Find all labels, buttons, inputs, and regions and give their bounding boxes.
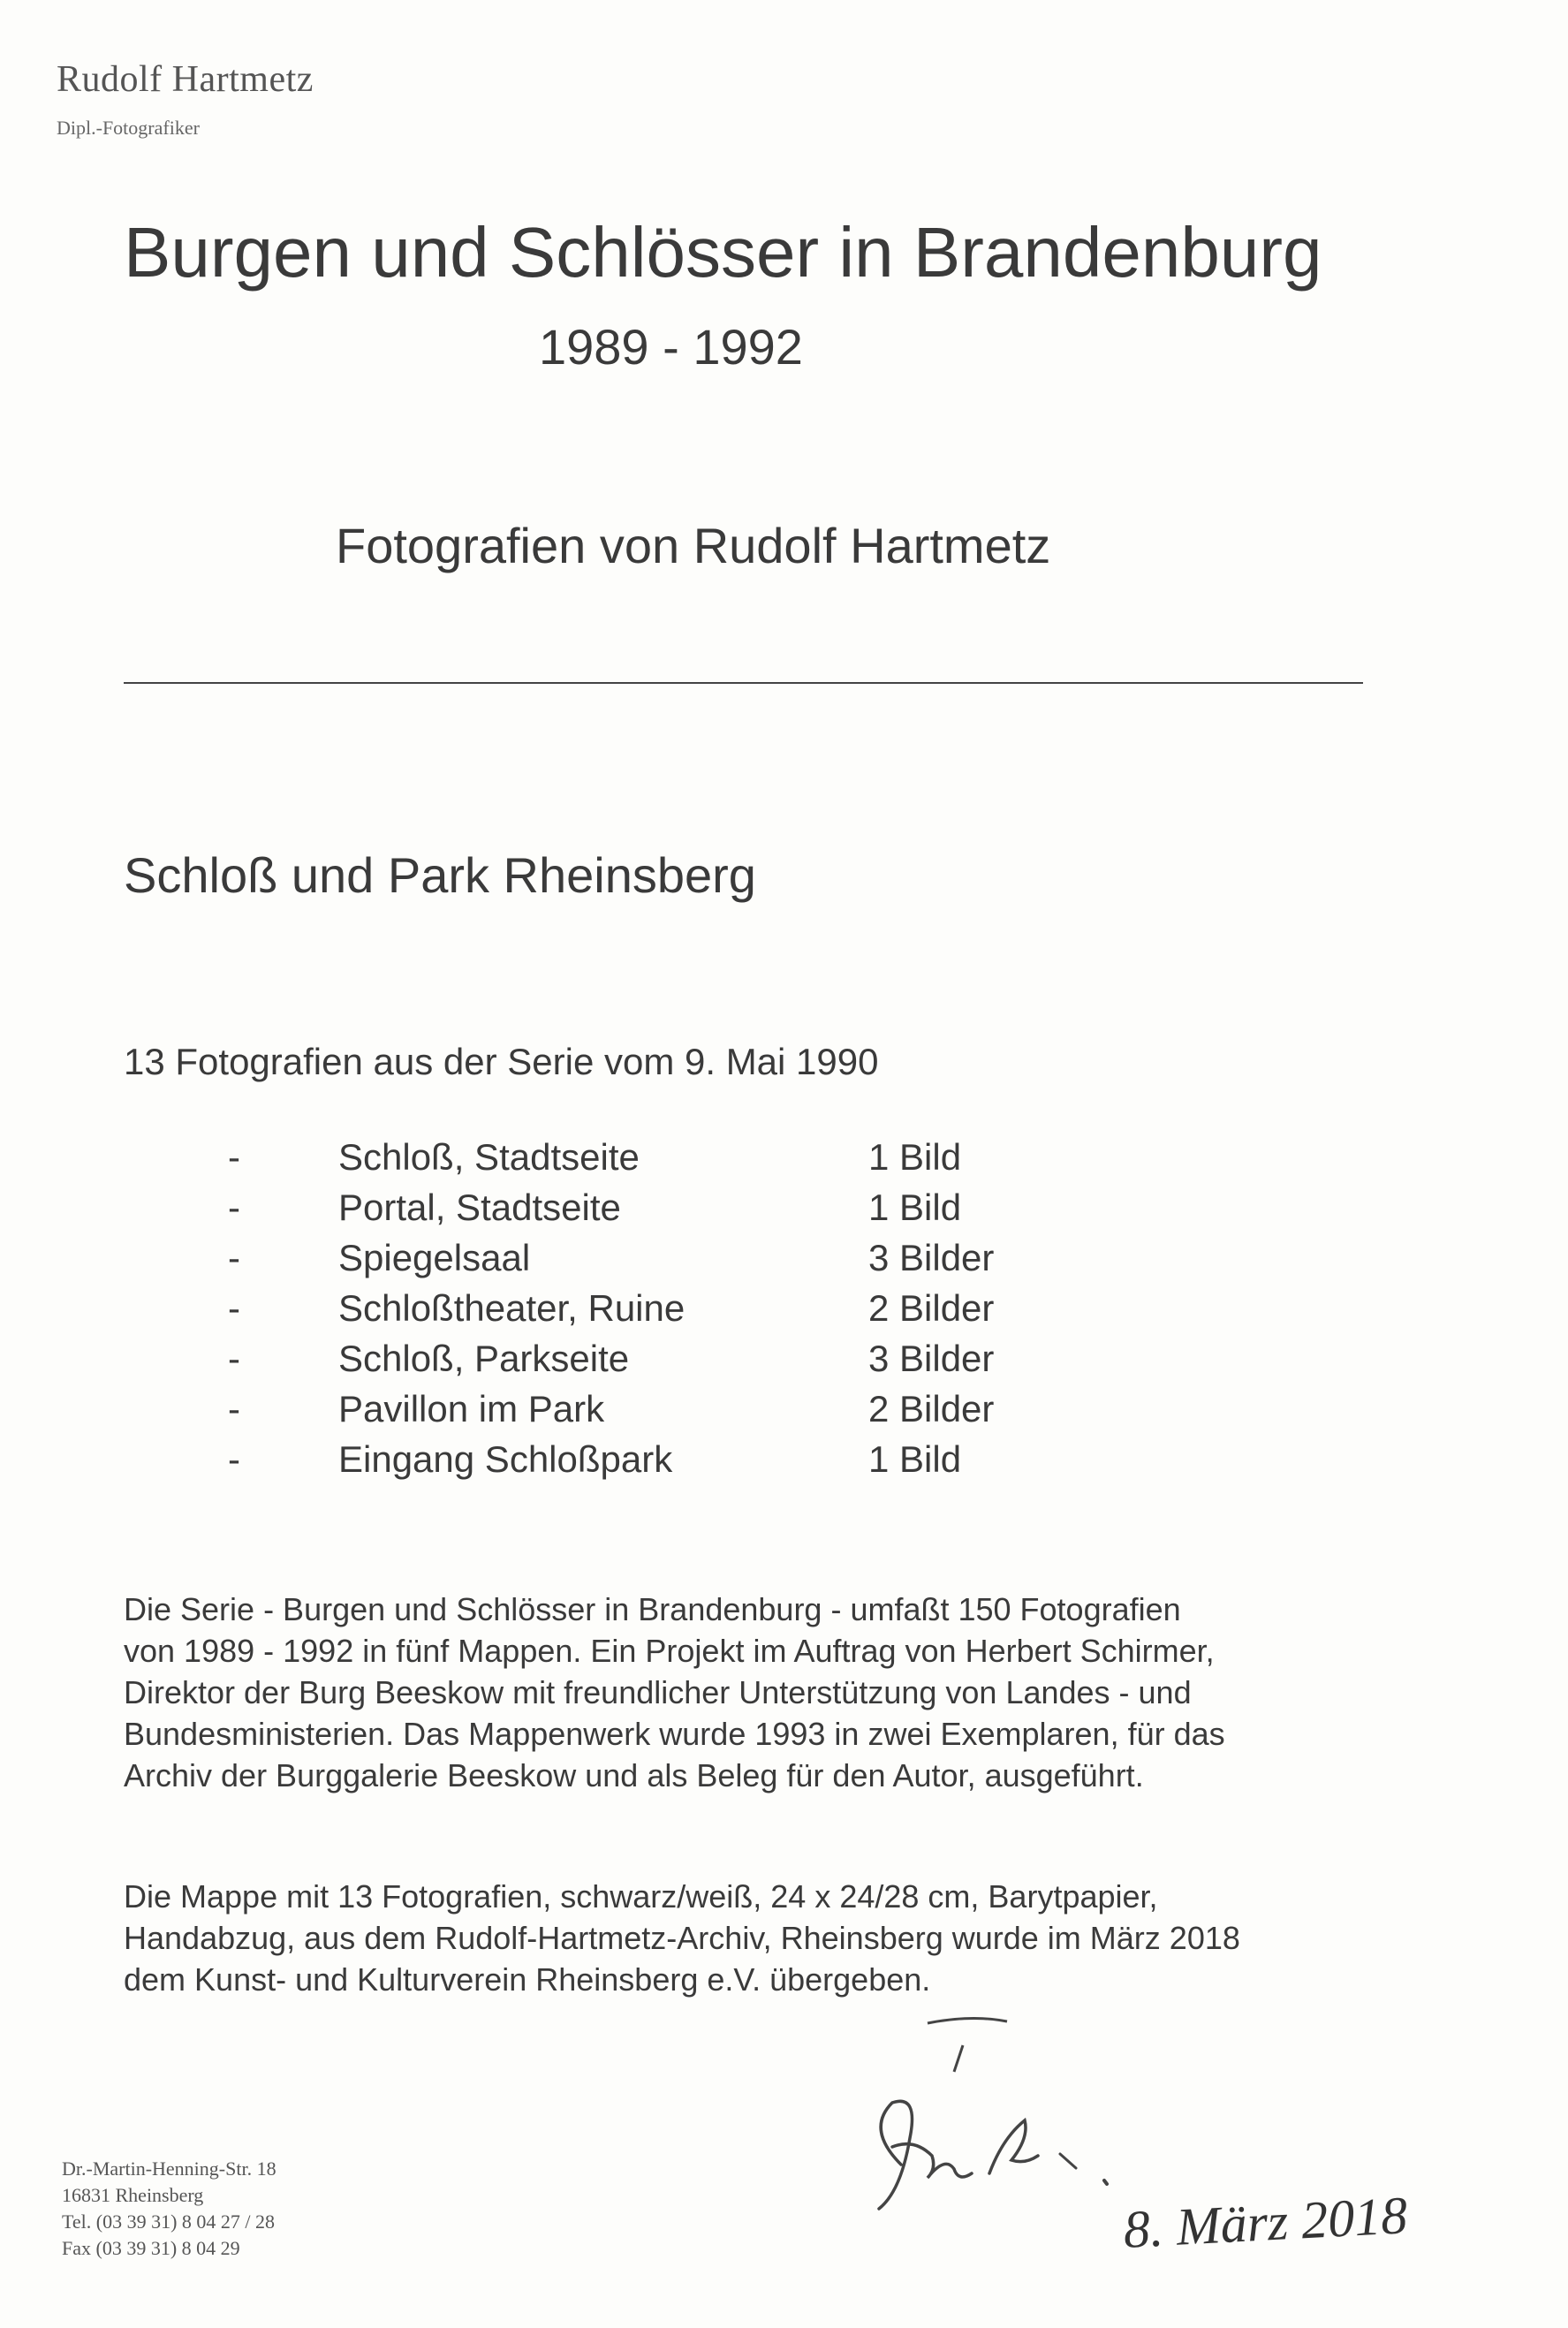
list-item-count: 3 Bilder [868, 1338, 995, 1379]
letterhead-title: Dipl.-Fotografiker [57, 117, 200, 139]
list-item-subject: Spiegelsaal [338, 1237, 531, 1278]
text-line: Handabzug, aus dem Rudolf-Hartmetz-Archiv, Rheinsberg wurde im März 2018 [124, 1920, 1240, 1956]
list-item [228, 1338, 1111, 1388]
list-dash: - [228, 1237, 240, 1278]
handwritten-date: 8. März 2018 [1122, 2186, 1409, 2259]
letterhead-name: Rudolf Hartmetz [57, 59, 314, 100]
list-dash: - [228, 1287, 240, 1329]
list-item-count: 1 Bild [868, 1187, 962, 1228]
list-item [228, 1187, 1111, 1237]
address-fax: Fax (03 39 31) 8 04 29 [62, 2237, 240, 2259]
list-dash: - [228, 1338, 240, 1379]
text-line: Archiv der Burggalerie Beeskow und als Beleg für den Autor, ausgeführt. [124, 1757, 1144, 1793]
address-street: Dr.-Martin-Henning-Str. 18 [62, 2157, 276, 2180]
list-item-subject: Pavillon im Park [338, 1388, 605, 1429]
list-item-count: 2 Bilder [868, 1287, 995, 1329]
list-dash: - [228, 1438, 240, 1480]
text-line: Die Serie - Burgen und Schlösser in Brandenburg - umfaßt 150 Fotografien [124, 1591, 1181, 1627]
photo-list [228, 1136, 1111, 1489]
text-line: von 1989 - 1992 in fünf Mappen. Ein Projekt im Auftrag von Herbert Schirmer, [124, 1633, 1215, 1669]
document-subtitle: Fotografien von Rudolf Hartmetz [336, 518, 1051, 573]
text-line: Die Mappe mit 13 Fotografien, schwarz/weiß, 24 x 24/28 cm, Barytpapier, [124, 1878, 1158, 1915]
portfolio-description [124, 1876, 1396, 2000]
list-item-subject: Eingang Schloßpark [338, 1438, 673, 1480]
list-item-subject: Portal, Stadtseite [338, 1187, 621, 1228]
text-line: Bundesministerien. Das Mappenwerk wurde 1993 in zwei Exemplaren, für das [124, 1716, 1225, 1752]
list-item-subject: Schloß, Stadtseite [338, 1136, 640, 1178]
document-title: Burgen und Schlösser in Brandenburg [124, 213, 1322, 292]
address-block [62, 2156, 276, 2262]
text-line: dem Kunst- und Kulturverein Rheinsberg e.V. übergeben. [124, 1961, 931, 1998]
document-years: 1989 - 1992 [539, 319, 803, 375]
list-item [228, 1388, 1111, 1438]
list-item [228, 1237, 1111, 1287]
address-city: 16831 Rheinsberg [62, 2184, 204, 2206]
address-tel: Tel. (03 39 31) 8 04 27 / 28 [62, 2210, 276, 2233]
series-description [124, 1589, 1396, 1796]
horizontal-divider [124, 682, 1363, 684]
series-intro: 13 Fotografien aus der Serie vom 9. Mai 1990 [124, 1041, 879, 1082]
list-dash: - [228, 1136, 240, 1178]
text-line: Direktor der Burg Beeskow mit freundlicher Unterstützung von Landes - und [124, 1674, 1192, 1710]
list-item-subject: Schloß, Parkseite [338, 1338, 630, 1379]
list-item [228, 1438, 1111, 1489]
section-title: Schloß und Park Rheinsberg [124, 847, 756, 903]
list-item-count: 3 Bilder [868, 1237, 995, 1278]
list-item-subject: Schloßtheater, Ruine [338, 1287, 686, 1329]
list-item-count: 1 Bild [868, 1136, 962, 1178]
list-item [228, 1287, 1111, 1338]
list-item-count: 2 Bilder [868, 1388, 995, 1429]
list-dash: - [228, 1187, 240, 1228]
list-item [228, 1136, 1111, 1187]
list-dash: - [228, 1388, 240, 1429]
list-item-count: 1 Bild [868, 1438, 962, 1480]
